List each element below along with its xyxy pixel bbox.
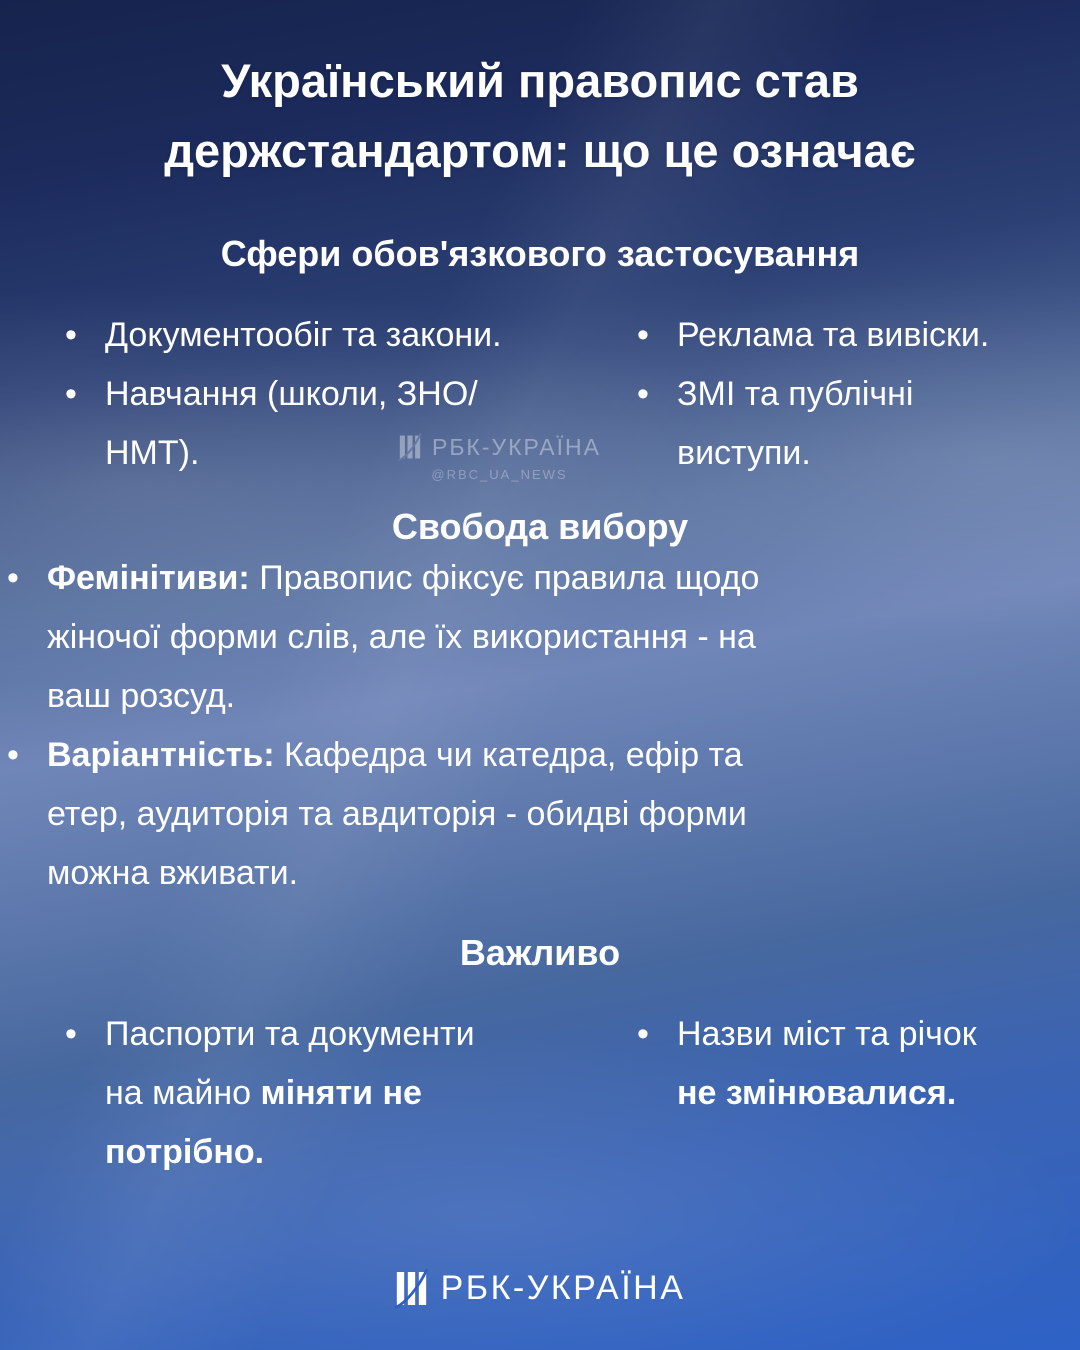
bullet-icon: • [637,316,649,354]
list-item [0,549,1080,726]
list-item-text: Реклама та вивіски. [677,316,990,354]
page-title: Український правопис став держстандартом: що це означає [164,54,916,177]
important-list-right [630,1005,1080,1182]
list-item [630,365,1080,483]
watermark-brand: РБК-УКРАЇНА [432,433,601,460]
watermark-handle: @RBC_UA_NEWS [431,467,568,482]
item-text-bold: не змінювалися. [677,1074,957,1112]
item-text: Назви міст та річок [677,1015,977,1053]
important-list-left [58,1005,630,1182]
bullet-icon: • [7,559,19,597]
section-heading-scope: Сфери обов'язкового застосування [220,233,860,274]
bullet-icon: • [65,316,77,354]
section-heading-freedom: Свобода вибору [391,506,689,547]
term-description: Правопис фіксує правила щодо жіночої форми слів, але їх використання - на ваш розсуд. [47,559,760,715]
bullet-icon: • [637,375,649,413]
term-label: Фемінітиви: [47,559,250,597]
list-item-text [105,1005,485,1182]
list-item [630,306,1080,365]
item-text-bold: міняти не потрібно. [105,1074,422,1171]
section-heading-important: Важливо [459,932,621,973]
important-columns [0,975,1080,1182]
rbc-logo-icon [395,1268,428,1309]
scope-columns [0,276,1080,483]
scope-list-left [58,306,630,483]
list-item-text: Документообіг та закони. [105,316,502,354]
item-text: Паспорти та документи на майно [105,1015,475,1112]
list-item-text [677,1005,997,1123]
list-item-text [47,726,807,903]
footer-logo [0,1268,1080,1309]
bullet-icon: • [637,1015,649,1053]
list-item [630,1005,1080,1123]
freedom-list [0,549,1080,903]
term-label: Варіантність: [47,736,275,774]
list-item [58,306,630,365]
bullet-icon: • [65,375,77,413]
bullet-icon: • [7,736,19,774]
list-item-text: Навчання (школи, ЗНО/НМТ). [105,375,478,472]
bullet-icon: • [65,1015,77,1053]
scope-list-right [630,306,1080,483]
list-item [0,726,1080,903]
list-item [58,1005,630,1182]
footer-brand: РБК-УКРАЇНА [440,1269,686,1307]
term-description: Кафедра чи катедра, ефір та етер, аудиторія та авдиторія - обидві форми можна вживати. [47,736,747,892]
list-item-text [47,549,807,726]
list-item [58,365,630,483]
list-item-text: ЗМІ та публічні виступи. [677,375,914,472]
